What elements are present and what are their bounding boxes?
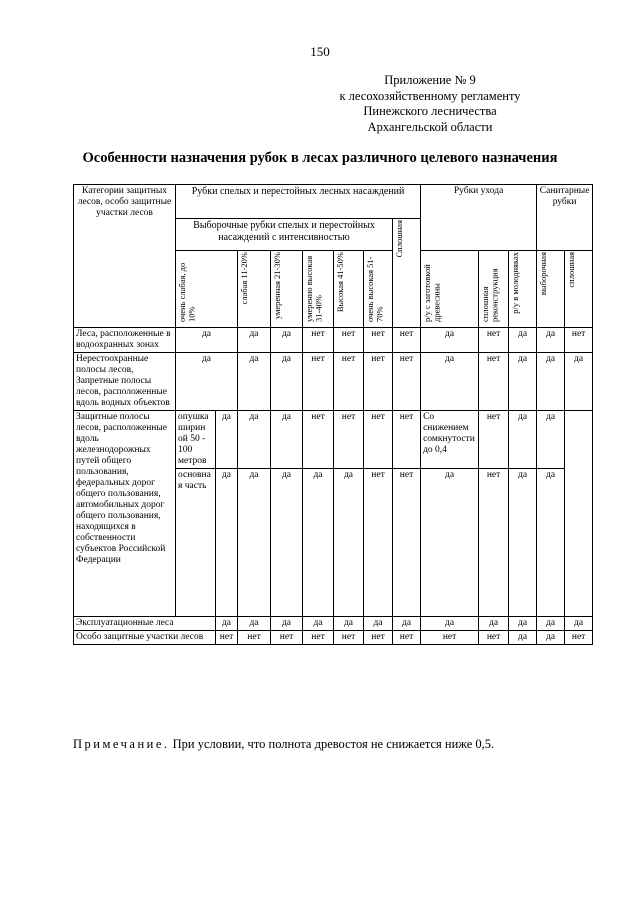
header-col-care-reconstruction: сплошная реконструкция bbox=[479, 251, 509, 328]
row-roads-edge-sub: опушка ширин ой 50 - 100 метров bbox=[176, 411, 216, 469]
table-cell: нет bbox=[334, 328, 364, 353]
table-cell: Со снижением сомкнутости до 0,4 bbox=[421, 411, 479, 469]
table-note bbox=[73, 737, 494, 752]
table-cell: да bbox=[537, 411, 565, 469]
table-cell: да bbox=[271, 469, 303, 617]
table-cell: да bbox=[334, 617, 364, 631]
table-cell-empty bbox=[565, 411, 593, 617]
table-cell: да bbox=[393, 617, 421, 631]
table-cell: нет bbox=[565, 328, 593, 353]
header-mature-group: Рубки спелых и перестойных лесных насаждений bbox=[176, 185, 421, 219]
table-cell: да bbox=[271, 617, 303, 631]
table-cell: нет bbox=[393, 411, 421, 469]
table-cell: нет bbox=[364, 631, 393, 645]
header-col-very-high: очень высокая 51-70% bbox=[364, 251, 393, 328]
appendix-line-2: к лесохозяйственному регламенту bbox=[339, 88, 521, 103]
header-sanitary-group: Санитарные рубки bbox=[537, 185, 593, 251]
table-cell: да bbox=[537, 617, 565, 631]
table-cell: да bbox=[271, 411, 303, 469]
header-col-clear: Сплошная bbox=[393, 219, 421, 328]
table-cell: да bbox=[303, 469, 334, 617]
appendix-line-1: Приложение № 9 bbox=[384, 73, 476, 87]
table-row bbox=[74, 411, 593, 469]
table-cell: нет bbox=[479, 411, 509, 469]
table-cell: да bbox=[216, 411, 238, 469]
table-cell: нет bbox=[303, 353, 334, 411]
table-cell: нет bbox=[479, 353, 509, 411]
table-cell: нет bbox=[565, 631, 593, 645]
table-cell: нет bbox=[364, 469, 393, 617]
table-cell: да bbox=[334, 469, 364, 617]
table-cell: да bbox=[509, 411, 537, 469]
table-cell: да bbox=[238, 353, 271, 411]
table-cell: да bbox=[421, 617, 479, 631]
page-number: 150 bbox=[310, 44, 330, 59]
row-roads-name: Защитные полосы лесов, расположенные вдоль железнодорожных путей общего пользования, федеральных дорог общего пользования, автомобильных дорог общего пользования, находящихся в собственности субъектов Российской Федерации bbox=[74, 411, 176, 617]
table-cell: да bbox=[537, 353, 565, 411]
table-row bbox=[74, 353, 593, 411]
header-care-group: Рубки ухода bbox=[421, 185, 537, 251]
table-cell: да bbox=[421, 469, 479, 617]
table-cell: нет bbox=[421, 631, 479, 645]
table-cell: да bbox=[509, 631, 537, 645]
felling-table bbox=[73, 184, 593, 645]
header-col-very-weak: очень слабая, до 10% bbox=[176, 251, 238, 328]
table-cell: нет bbox=[334, 353, 364, 411]
row-special-name: Особо защитные участки лесов bbox=[74, 631, 216, 645]
table-cell: нет bbox=[364, 411, 393, 469]
table-cell: да bbox=[216, 469, 238, 617]
table-cell: да bbox=[238, 328, 271, 353]
table-cell: да bbox=[537, 631, 565, 645]
note-text: При условии, что полнота древостоя не снижается ниже 0,5. bbox=[172, 737, 495, 751]
table-cell: да bbox=[421, 353, 479, 411]
table-cell: да bbox=[216, 617, 238, 631]
appendix-line-4: Архангельской области bbox=[367, 119, 493, 134]
table-cell: да bbox=[509, 617, 537, 631]
table-cell: нет bbox=[393, 328, 421, 353]
header-col-san-selective: выборочная bbox=[537, 251, 565, 328]
table-cell: нет bbox=[364, 328, 393, 353]
table-cell: нет bbox=[271, 631, 303, 645]
table-cell: нет bbox=[393, 469, 421, 617]
table-cell: да bbox=[176, 353, 238, 411]
header-col-care-young: р/у в молодняках bbox=[509, 251, 537, 328]
header-col-moderate: умеренная 21-30% bbox=[271, 251, 303, 328]
table-row bbox=[74, 328, 593, 353]
appendix-block bbox=[300, 73, 560, 135]
table-cell: нет bbox=[393, 353, 421, 411]
table-cell: нет bbox=[479, 631, 509, 645]
row-spawning-name: Нерестоохранные полосы лесов, Запретные полосы лесов, расположенные вдоль водных объектов bbox=[74, 353, 176, 411]
table-cell: да bbox=[271, 353, 303, 411]
document-title: Особенности назначения рубок в лесах различного целевого назначения bbox=[82, 150, 558, 166]
header-col-high: Высокая 41-50% bbox=[334, 251, 364, 328]
table-cell: да bbox=[509, 353, 537, 411]
table-cell: да bbox=[303, 617, 334, 631]
table-cell: да bbox=[509, 328, 537, 353]
table-cell: да bbox=[565, 617, 593, 631]
header-category: Категории защитных лесов, особо защитные участки лесов bbox=[74, 185, 176, 328]
table-cell: да bbox=[238, 617, 271, 631]
table-cell: да bbox=[238, 469, 271, 617]
header-col-san-clear: сплошная bbox=[565, 251, 593, 328]
table-cell: нет bbox=[303, 631, 334, 645]
row-water-name: Леса, расположенные в водоохранных зонах bbox=[74, 328, 176, 353]
table-cell: да bbox=[479, 617, 509, 631]
table-cell: нет bbox=[303, 328, 334, 353]
header-col-weak: слабая 11-20% bbox=[238, 251, 271, 328]
table-cell: да bbox=[364, 617, 393, 631]
table-row bbox=[74, 617, 593, 631]
table-cell: нет bbox=[334, 411, 364, 469]
table-cell: нет bbox=[216, 631, 238, 645]
header-col-care-harvest: р/у с заготовкой древесины bbox=[421, 251, 479, 328]
table-cell: нет bbox=[479, 328, 509, 353]
table-cell: нет bbox=[238, 631, 271, 645]
note-label: Примечание. bbox=[73, 737, 170, 751]
table-cell: нет bbox=[393, 631, 421, 645]
table-cell: нет bbox=[479, 469, 509, 617]
header-col-moderately-high: умеренно высокая 31-40% bbox=[303, 251, 334, 328]
appendix-line-3: Пинежского лесничества bbox=[363, 104, 497, 118]
row-roads-main-sub: основная часть bbox=[176, 469, 216, 617]
table-cell: нет bbox=[334, 631, 364, 645]
table-row bbox=[74, 631, 593, 645]
table-cell: да bbox=[565, 353, 593, 411]
table-cell: нет bbox=[364, 353, 393, 411]
table-cell: да bbox=[537, 469, 565, 617]
table-cell: да bbox=[176, 328, 238, 353]
table-cell: да bbox=[238, 411, 271, 469]
table-cell: да bbox=[271, 328, 303, 353]
table-cell: да bbox=[537, 328, 565, 353]
header-selective-group: Выборочные рубки спелых и перестойных насаждений с интенсивностью bbox=[176, 219, 393, 251]
row-exploitation-name: Эксплуатационные леса bbox=[74, 617, 216, 631]
table-cell: да bbox=[421, 328, 479, 353]
table-cell: нет bbox=[303, 411, 334, 469]
table-cell: да bbox=[509, 469, 537, 617]
